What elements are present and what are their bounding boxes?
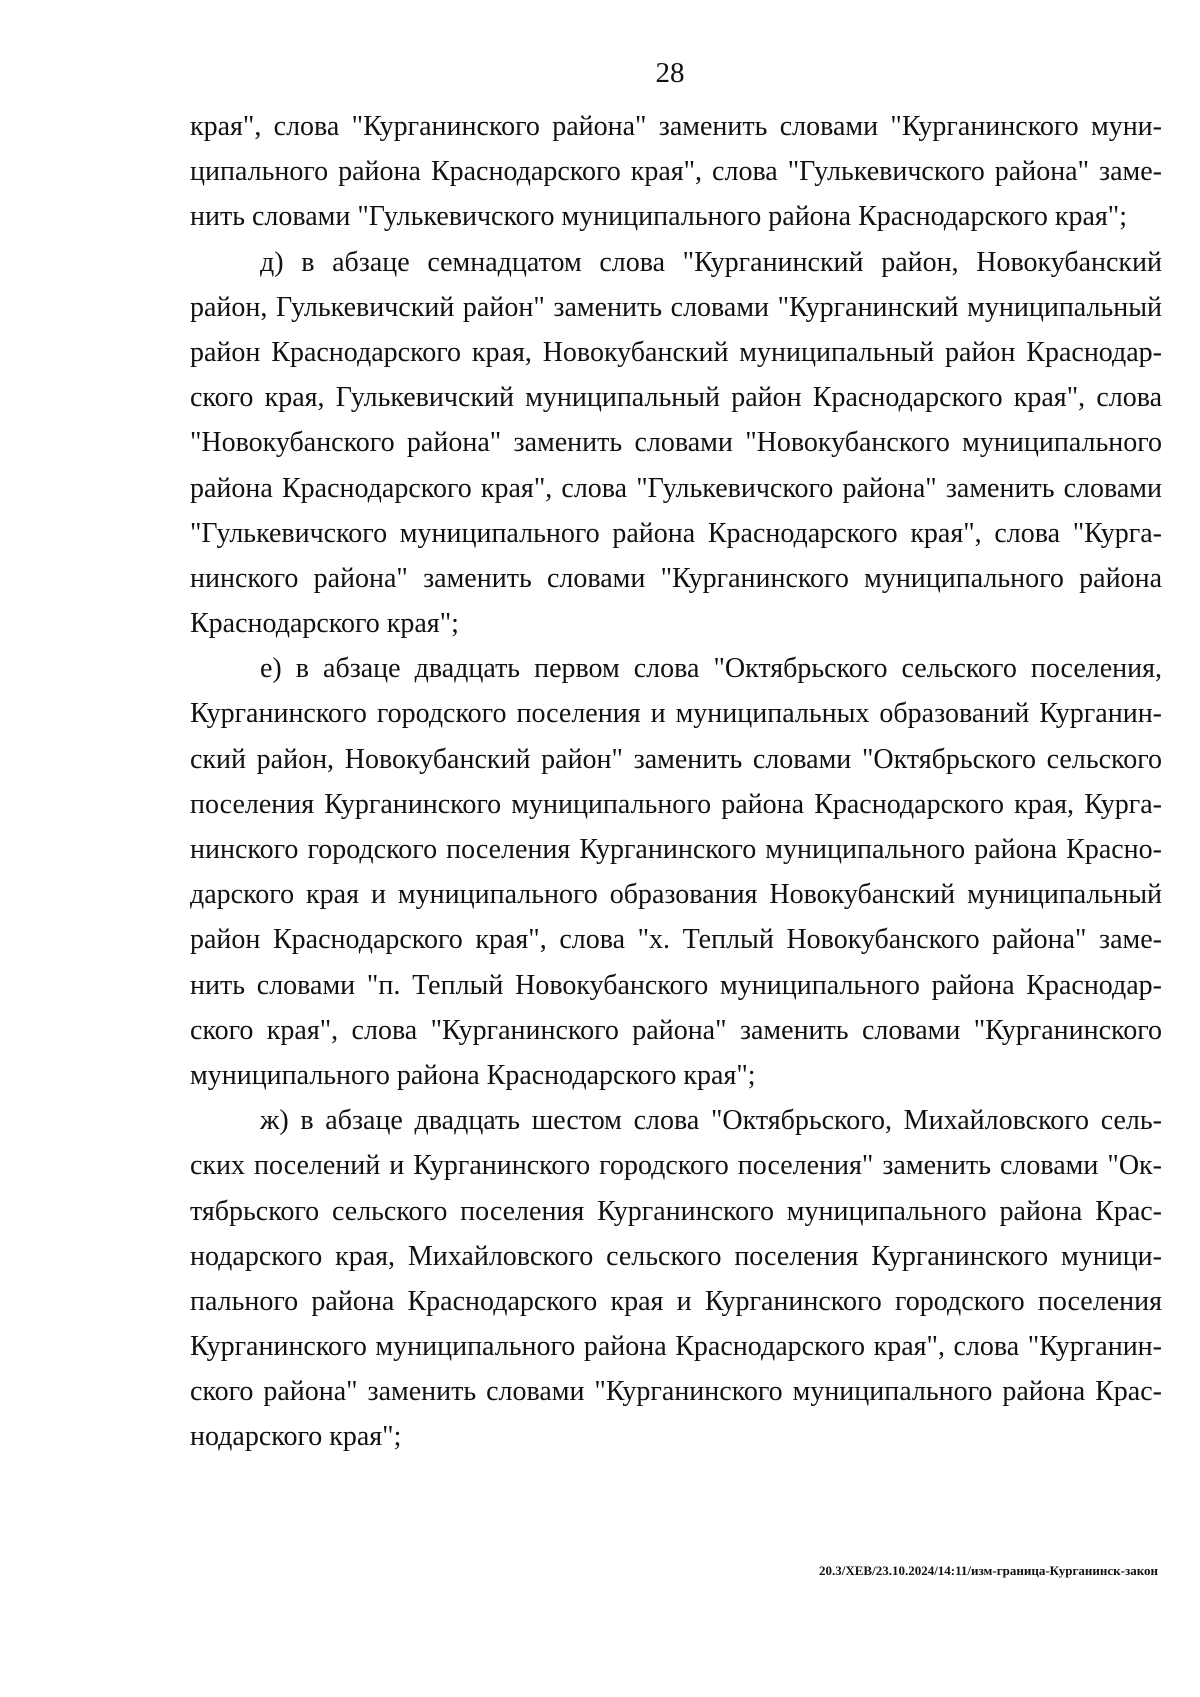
text-line: ского района" заменить словами "Курганинского муниципального района Крас- xyxy=(190,1376,1162,1408)
text-line: ского края, Гулькевичский муниципальный район Краснодарского края", слова xyxy=(190,382,1162,414)
text-line: нить словами "Гулькевичского муниципального района Краснодарского края"; xyxy=(190,201,1127,233)
text-line: дарского края и муниципального образования Новокубанский муниципальный xyxy=(190,879,1162,911)
paragraph-continuation xyxy=(190,104,1162,240)
text-line: "Гулькевичского муниципального района Краснодарского края", слова "Курга- xyxy=(190,517,1162,549)
text-line: "Новокубанского района" заменить словами "Новокубанского муниципального xyxy=(190,427,1162,459)
text-line: район, Гулькевичский район" заменить словами "Курганинский муниципальный xyxy=(190,291,1162,323)
paragraph-zh xyxy=(190,1098,1162,1460)
document-footer-code: 20.3/ХЕВ/23.10.2024/14:11/изм-граница-Курганинск-закон xyxy=(818,1563,1158,1578)
text-line: нодарского края, Михайловского сельского поселения Курганинского муници- xyxy=(190,1240,1162,1272)
text-line: нинского района" заменить словами "Курганинского муниципального района xyxy=(190,562,1162,594)
paragraph-d xyxy=(190,240,1162,647)
text-line: район Краснодарского края, Новокубанский муниципальный район Краснодар- xyxy=(190,336,1162,368)
text-line: нинского городского поселения Курганинского муниципального района Красно- xyxy=(190,834,1162,865)
text-line: Краснодарского края"; xyxy=(190,608,459,640)
text-line: ский район, Новокубанский район" заменить словами "Октябрьского сельского xyxy=(190,743,1162,775)
paragraph-e xyxy=(190,646,1162,1098)
text-line: Курганинского городского поселения и муниципальных образований Курганин- xyxy=(190,698,1162,730)
text-line: ципального района Краснодарского края", слова "Гулькевичского района" заме- xyxy=(190,156,1162,188)
page-number: 28 xyxy=(655,57,685,89)
text-line: Курганинского муниципального района Краснодарского края", слова "Курганин- xyxy=(190,1331,1162,1363)
text-line: е) в абзаце двадцать первом слова "Октябрьского сельского поселения, xyxy=(260,653,1162,685)
text-line: поселения Курганинского муниципального района Краснодарского края, Курга- xyxy=(190,788,1162,820)
text-line: район Краснодарского края", слова "х. Теплый Новокубанского района" заме- xyxy=(190,924,1162,956)
document-body xyxy=(190,104,1162,1460)
text-line: района Краснодарского края", слова "Гулькевичского района" заменить словами xyxy=(190,472,1162,504)
text-line: пального района Краснодарского края и Курганинского городского поселения xyxy=(190,1285,1162,1317)
text-line: края", слова "Курганинского района" заменить словами "Курганинского муни- xyxy=(190,111,1162,142)
text-line: д) в абзаце семнадцатом слова "Курганинский район, Новокубанский xyxy=(260,246,1162,278)
text-line: муниципального района Краснодарского края"; xyxy=(190,1059,756,1091)
text-line: ских поселений и Курганинского городского поселения" заменить словами "Ок- xyxy=(190,1150,1162,1182)
text-line: ж) в абзаце двадцать шестом слова "Октябрьского, Михайловского сель- xyxy=(260,1105,1162,1137)
text-line: ского края", слова "Курганинского района" заменить словами "Курганинского xyxy=(190,1014,1162,1046)
text-line: нодарского края"; xyxy=(190,1421,402,1453)
text-line: нить словами "п. Теплый Новокубанского муниципального района Краснодар- xyxy=(190,969,1162,1001)
text-line: тябрьского сельского поселения Курганинского муниципального района Крас- xyxy=(190,1195,1162,1227)
